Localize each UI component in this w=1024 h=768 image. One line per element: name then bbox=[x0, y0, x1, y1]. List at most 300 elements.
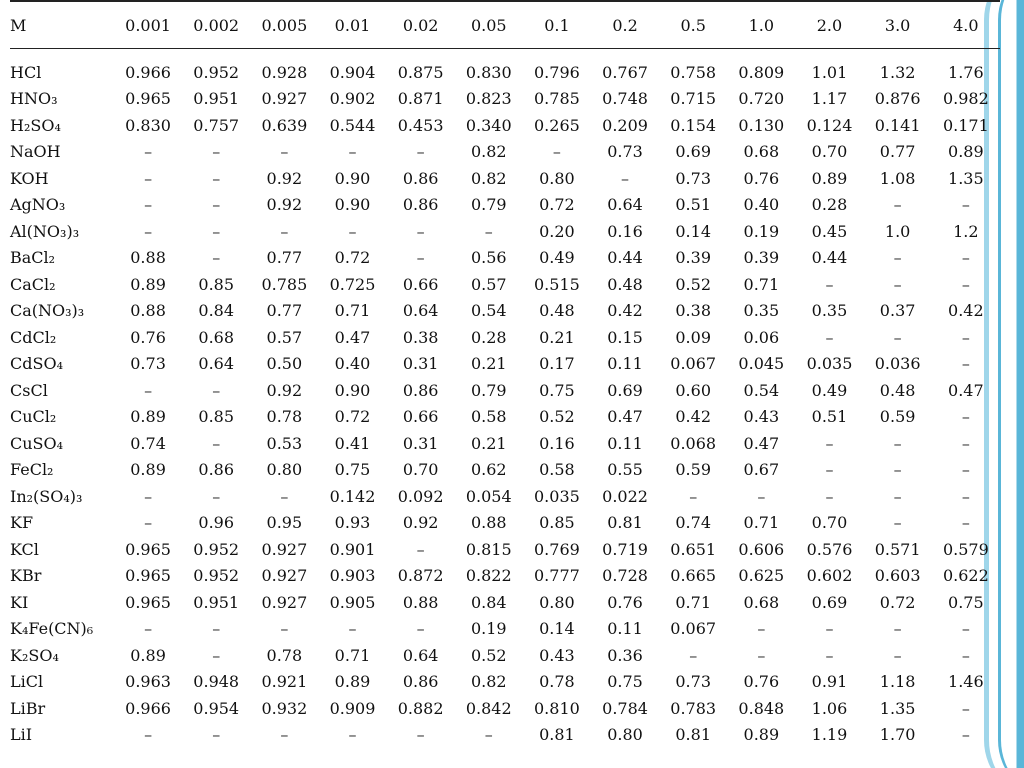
value-cell: – bbox=[689, 645, 698, 665]
value-cell: 1.17 bbox=[811, 89, 848, 109]
value-cell: 0.51 bbox=[675, 195, 711, 215]
column-header-concentration: 2.0 bbox=[795, 1, 863, 49]
value-cell: 0.171 bbox=[942, 115, 989, 135]
value-cell: – bbox=[416, 248, 425, 268]
value-cell: 0.88 bbox=[470, 513, 507, 533]
value-cell: 0.89 bbox=[130, 460, 166, 480]
value-cell: 0.76 bbox=[607, 592, 643, 612]
value-cell: – bbox=[348, 142, 357, 162]
column-header-concentration: 0.05 bbox=[455, 1, 523, 49]
value-cell: 1.18 bbox=[879, 672, 916, 692]
value-cell: – bbox=[961, 407, 970, 427]
value-cell: 0.80 bbox=[539, 168, 575, 188]
value-cell: 0.88 bbox=[130, 301, 166, 321]
column-header-concentration: 0.2 bbox=[591, 1, 659, 49]
value-cell: 0.453 bbox=[397, 115, 444, 135]
value-cell: – bbox=[825, 619, 834, 639]
value-cell: 0.35 bbox=[743, 301, 780, 321]
value-cell: 0.85 bbox=[539, 513, 575, 533]
table-row bbox=[10, 616, 1000, 643]
value-cell: 0.154 bbox=[670, 115, 717, 135]
value-cell: 0.966 bbox=[125, 698, 171, 718]
value-cell: 0.47 bbox=[334, 327, 371, 347]
value-cell: – bbox=[893, 248, 902, 268]
value-cell: 0.67 bbox=[743, 460, 780, 480]
value-cell: – bbox=[212, 433, 221, 453]
value-cell: 0.90 bbox=[334, 195, 371, 215]
value-cell: 0.515 bbox=[534, 274, 580, 294]
decorative-arc-inner bbox=[998, 0, 1024, 768]
column-header-concentration: 0.5 bbox=[659, 1, 727, 49]
value-cell: 0.54 bbox=[470, 301, 507, 321]
value-cell: 0.69 bbox=[675, 142, 711, 162]
value-cell: 0.93 bbox=[334, 513, 371, 533]
value-cell: 0.31 bbox=[402, 433, 439, 453]
value-cell: 0.92 bbox=[266, 195, 303, 215]
value-cell: 0.902 bbox=[329, 89, 376, 109]
value-cell: 0.77 bbox=[266, 301, 303, 321]
value-cell: 0.092 bbox=[397, 486, 444, 506]
value-cell: 0.848 bbox=[738, 698, 785, 718]
value-cell: 0.21 bbox=[539, 327, 575, 347]
value-cell: 0.036 bbox=[874, 354, 921, 374]
value-cell: 0.952 bbox=[193, 539, 240, 559]
value-cell: 0.70 bbox=[811, 513, 848, 533]
value-cell: 0.719 bbox=[602, 539, 648, 559]
value-cell: – bbox=[961, 433, 970, 453]
value-cell: 0.84 bbox=[470, 592, 507, 612]
table-row bbox=[10, 695, 1000, 722]
value-cell: – bbox=[280, 725, 289, 745]
value-cell: – bbox=[144, 168, 153, 188]
value-cell: 0.901 bbox=[329, 539, 376, 559]
table-row bbox=[10, 218, 1000, 245]
value-cell: 0.068 bbox=[670, 433, 717, 453]
value-cell: 0.48 bbox=[879, 380, 916, 400]
value-cell: 0.68 bbox=[198, 327, 235, 347]
table-row bbox=[10, 430, 1000, 457]
value-cell: 0.89 bbox=[948, 142, 984, 162]
value-cell: 0.948 bbox=[193, 672, 240, 692]
header-row bbox=[10, 1, 1000, 49]
value-cell: 0.31 bbox=[402, 354, 439, 374]
value-cell: 0.725 bbox=[329, 274, 376, 294]
value-cell: 0.822 bbox=[465, 566, 512, 586]
value-cell: – bbox=[961, 327, 970, 347]
value-cell: 0.58 bbox=[470, 407, 507, 427]
value-cell: 0.80 bbox=[266, 460, 303, 480]
value-cell: 0.951 bbox=[193, 89, 240, 109]
value-cell: – bbox=[144, 725, 153, 745]
value-cell: 0.965 bbox=[125, 592, 171, 612]
value-cell: 0.40 bbox=[334, 354, 371, 374]
solute-cell: AgNO₃ bbox=[10, 195, 66, 215]
value-cell: 0.89 bbox=[130, 274, 166, 294]
column-header-concentration: 4.0 bbox=[932, 1, 1000, 49]
value-cell: 1.19 bbox=[811, 725, 848, 745]
value-cell: 0.56 bbox=[470, 248, 507, 268]
value-cell: 0.16 bbox=[539, 433, 575, 453]
table-row bbox=[10, 59, 1000, 86]
value-cell: 0.748 bbox=[602, 89, 648, 109]
column-header-concentration: 1.0 bbox=[727, 1, 795, 49]
value-cell: 0.58 bbox=[539, 460, 575, 480]
value-cell: 0.88 bbox=[402, 592, 439, 612]
value-cell: 0.48 bbox=[607, 274, 643, 294]
value-cell: 0.982 bbox=[942, 89, 989, 109]
value-cell: 0.871 bbox=[397, 89, 444, 109]
value-cell: 0.963 bbox=[125, 672, 171, 692]
table-row bbox=[10, 377, 1000, 404]
value-cell: 0.576 bbox=[806, 539, 853, 559]
value-cell: 0.85 bbox=[198, 274, 235, 294]
value-cell: 0.68 bbox=[743, 142, 780, 162]
table-row bbox=[10, 112, 1000, 139]
solute-cell: K₂SO₄ bbox=[10, 645, 59, 665]
value-cell: – bbox=[484, 725, 493, 745]
value-cell: 0.47 bbox=[948, 380, 984, 400]
value-cell: – bbox=[416, 539, 425, 559]
value-cell: 0.82 bbox=[470, 672, 507, 692]
value-cell: – bbox=[416, 619, 425, 639]
value-cell: 0.71 bbox=[334, 645, 371, 665]
value-cell: 0.80 bbox=[539, 592, 575, 612]
solute-cell: Al(NO₃)₃ bbox=[10, 221, 80, 241]
value-cell: 0.70 bbox=[402, 460, 439, 480]
value-cell: – bbox=[348, 619, 357, 639]
value-cell: 0.75 bbox=[334, 460, 371, 480]
table-row bbox=[10, 669, 1000, 696]
value-cell: 0.59 bbox=[879, 407, 916, 427]
value-cell: – bbox=[212, 725, 221, 745]
value-cell: 0.17 bbox=[539, 354, 575, 374]
value-cell: 0.38 bbox=[675, 301, 711, 321]
value-cell: 0.966 bbox=[125, 62, 171, 82]
value-cell: – bbox=[212, 221, 221, 241]
value-cell: – bbox=[212, 619, 221, 639]
table-row bbox=[10, 351, 1000, 378]
column-header-concentration: 0.1 bbox=[523, 1, 591, 49]
value-cell: 0.47 bbox=[607, 407, 643, 427]
value-cell: 0.927 bbox=[261, 566, 308, 586]
value-cell: 0.823 bbox=[465, 89, 512, 109]
value-cell: – bbox=[961, 248, 970, 268]
value-cell: – bbox=[757, 619, 766, 639]
value-cell: 1.2 bbox=[953, 221, 979, 241]
value-cell: 0.79 bbox=[470, 380, 507, 400]
value-cell: 0.928 bbox=[261, 62, 308, 82]
value-cell: 0.43 bbox=[539, 645, 575, 665]
value-cell: 0.96 bbox=[198, 513, 235, 533]
value-cell: 0.37 bbox=[879, 301, 916, 321]
value-cell: 0.11 bbox=[607, 433, 643, 453]
value-cell: 0.47 bbox=[743, 433, 780, 453]
value-cell: 0.71 bbox=[743, 274, 780, 294]
value-cell: 0.55 bbox=[607, 460, 643, 480]
value-cell: 0.86 bbox=[402, 195, 439, 215]
solute-cell: LiI bbox=[10, 725, 33, 745]
value-cell: 0.62 bbox=[470, 460, 507, 480]
table-row bbox=[10, 404, 1000, 431]
value-cell: 0.73 bbox=[607, 142, 643, 162]
value-cell: 0.76 bbox=[743, 168, 780, 188]
value-cell: – bbox=[825, 645, 834, 665]
value-cell: 0.43 bbox=[743, 407, 780, 427]
value-cell: 1.06 bbox=[811, 698, 848, 718]
value-cell: 0.965 bbox=[125, 566, 171, 586]
value-cell: – bbox=[144, 513, 153, 533]
value-cell: 0.785 bbox=[534, 89, 580, 109]
value-cell: 0.932 bbox=[261, 698, 308, 718]
value-cell: 0.952 bbox=[193, 62, 240, 82]
value-cell: 0.769 bbox=[534, 539, 580, 559]
solute-cell: CaCl₂ bbox=[10, 274, 56, 294]
value-cell: 0.74 bbox=[130, 433, 166, 453]
value-cell: – bbox=[280, 221, 289, 241]
column-header-concentration: 0.02 bbox=[387, 1, 455, 49]
value-cell: 0.606 bbox=[738, 539, 785, 559]
value-cell: 0.625 bbox=[738, 566, 785, 586]
value-cell: 0.810 bbox=[534, 698, 580, 718]
value-cell: 1.01 bbox=[811, 62, 848, 82]
table-row bbox=[10, 165, 1000, 192]
solute-cell: KI bbox=[10, 592, 29, 612]
value-cell: 0.86 bbox=[402, 168, 439, 188]
value-cell: 0.141 bbox=[874, 115, 921, 135]
table-row bbox=[10, 298, 1000, 325]
value-cell: 1.32 bbox=[879, 62, 916, 82]
value-cell: 0.86 bbox=[402, 380, 439, 400]
column-header-concentration: 0.005 bbox=[250, 1, 318, 49]
value-cell: 0.73 bbox=[675, 672, 711, 692]
value-cell: – bbox=[280, 142, 289, 162]
solute-cell: CuCl₂ bbox=[10, 407, 57, 427]
value-cell: 0.64 bbox=[607, 195, 643, 215]
value-cell: 0.872 bbox=[397, 566, 444, 586]
value-cell: 0.35 bbox=[811, 301, 848, 321]
value-cell: 0.720 bbox=[738, 89, 785, 109]
value-cell: 0.88 bbox=[130, 248, 166, 268]
value-cell: 0.52 bbox=[675, 274, 711, 294]
solute-cell: K₄Fe(CN)₆ bbox=[10, 619, 94, 639]
value-cell: 0.76 bbox=[130, 327, 166, 347]
value-cell: 0.28 bbox=[811, 195, 848, 215]
table-row bbox=[10, 483, 1000, 510]
solute-cell: CuSO₄ bbox=[10, 433, 64, 453]
table-row bbox=[10, 510, 1000, 537]
value-cell: 0.89 bbox=[130, 645, 166, 665]
value-cell: – bbox=[893, 433, 902, 453]
table-header bbox=[10, 1, 1000, 49]
value-cell: – bbox=[280, 619, 289, 639]
table-row bbox=[10, 642, 1000, 669]
value-cell: 1.08 bbox=[879, 168, 916, 188]
solute-cell: FeCl₂ bbox=[10, 460, 54, 480]
value-cell: 0.79 bbox=[470, 195, 507, 215]
value-cell: – bbox=[825, 327, 834, 347]
value-cell: 0.142 bbox=[329, 486, 376, 506]
value-cell: 0.44 bbox=[811, 248, 848, 268]
value-cell: 0.28 bbox=[470, 327, 507, 347]
value-cell: 0.265 bbox=[534, 115, 580, 135]
value-cell: 0.78 bbox=[266, 645, 303, 665]
value-cell: 0.75 bbox=[948, 592, 984, 612]
value-cell: 0.51 bbox=[811, 407, 848, 427]
value-cell: 0.544 bbox=[329, 115, 376, 135]
value-cell: 0.80 bbox=[607, 725, 643, 745]
value-cell: 1.35 bbox=[948, 168, 984, 188]
value-cell: 0.952 bbox=[193, 566, 240, 586]
value-cell: 0.11 bbox=[607, 354, 643, 374]
value-cell: 0.53 bbox=[266, 433, 303, 453]
value-cell: – bbox=[757, 645, 766, 665]
value-cell: 0.09 bbox=[675, 327, 711, 347]
value-cell: 0.035 bbox=[806, 354, 853, 374]
value-cell: – bbox=[280, 486, 289, 506]
value-cell: 0.66 bbox=[402, 274, 439, 294]
value-cell: – bbox=[893, 460, 902, 480]
value-cell: 0.50 bbox=[266, 354, 303, 374]
value-cell: 0.11 bbox=[607, 619, 643, 639]
column-header-m: M bbox=[10, 1, 114, 49]
value-cell: 0.651 bbox=[670, 539, 717, 559]
value-cell: 0.71 bbox=[334, 301, 371, 321]
value-cell: 0.14 bbox=[675, 221, 711, 241]
value-cell: 0.90 bbox=[334, 380, 371, 400]
value-cell: 0.45 bbox=[811, 221, 848, 241]
column-header-concentration: 0.002 bbox=[182, 1, 250, 49]
value-cell: – bbox=[144, 619, 153, 639]
value-cell: – bbox=[416, 221, 425, 241]
solute-cell: KBr bbox=[10, 566, 42, 586]
value-cell: 0.602 bbox=[806, 566, 853, 586]
table-row bbox=[10, 536, 1000, 563]
value-cell: – bbox=[825, 433, 834, 453]
value-cell: 0.57 bbox=[266, 327, 303, 347]
value-cell: 0.84 bbox=[198, 301, 235, 321]
value-cell: 0.81 bbox=[607, 513, 643, 533]
value-cell: 0.69 bbox=[811, 592, 848, 612]
value-cell: – bbox=[893, 274, 902, 294]
value-cell: 0.78 bbox=[539, 672, 575, 692]
value-cell: 0.68 bbox=[743, 592, 780, 612]
value-cell: 0.82 bbox=[470, 168, 507, 188]
value-cell: 0.14 bbox=[539, 619, 575, 639]
value-cell: 0.067 bbox=[670, 619, 717, 639]
value-cell: 0.903 bbox=[329, 566, 376, 586]
value-cell: – bbox=[961, 725, 970, 745]
value-cell: 0.875 bbox=[397, 62, 444, 82]
solute-cell: CdSO₄ bbox=[10, 354, 63, 374]
value-cell: 0.842 bbox=[465, 698, 512, 718]
table-row bbox=[10, 245, 1000, 272]
value-cell: 0.89 bbox=[743, 725, 780, 745]
column-header-concentration: 0.001 bbox=[114, 1, 182, 49]
value-cell: – bbox=[825, 460, 834, 480]
value-cell: 0.876 bbox=[874, 89, 921, 109]
solute-cell: KCl bbox=[10, 539, 39, 559]
solute-cell: BaCl₂ bbox=[10, 248, 56, 268]
table-body bbox=[10, 49, 1000, 749]
value-cell: 0.927 bbox=[261, 89, 308, 109]
value-cell: 0.73 bbox=[130, 354, 166, 374]
value-cell: 0.86 bbox=[198, 460, 235, 480]
value-cell: 0.52 bbox=[470, 645, 507, 665]
value-cell: – bbox=[961, 645, 970, 665]
value-cell: – bbox=[348, 725, 357, 745]
header-spacer bbox=[10, 49, 1000, 60]
value-cell: 0.38 bbox=[402, 327, 439, 347]
value-cell: 0.36 bbox=[607, 645, 643, 665]
value-cell: 0.15 bbox=[607, 327, 643, 347]
value-cell: – bbox=[825, 274, 834, 294]
value-cell: 0.71 bbox=[675, 592, 711, 612]
value-cell: 0.66 bbox=[402, 407, 439, 427]
value-cell: 0.59 bbox=[675, 460, 711, 480]
value-cell: – bbox=[961, 354, 970, 374]
value-cell: – bbox=[961, 619, 970, 639]
value-cell: 0.39 bbox=[675, 248, 711, 268]
value-cell: 0.73 bbox=[675, 168, 711, 188]
value-cell: 0.71 bbox=[743, 513, 780, 533]
value-cell: – bbox=[825, 486, 834, 506]
value-cell: 0.951 bbox=[193, 592, 240, 612]
value-cell: – bbox=[961, 274, 970, 294]
value-cell: – bbox=[212, 645, 221, 665]
activity-coefficient-table-container bbox=[10, 0, 1000, 768]
value-cell: 0.64 bbox=[402, 301, 439, 321]
value-cell: 0.92 bbox=[402, 513, 439, 533]
value-cell: 0.49 bbox=[539, 248, 575, 268]
value-cell: 0.909 bbox=[329, 698, 376, 718]
value-cell: – bbox=[893, 195, 902, 215]
value-cell: 0.571 bbox=[874, 539, 921, 559]
value-cell: 0.927 bbox=[261, 539, 308, 559]
value-cell: – bbox=[484, 221, 493, 241]
value-cell: 0.921 bbox=[261, 672, 308, 692]
value-cell: 0.665 bbox=[670, 566, 717, 586]
value-cell: – bbox=[212, 168, 221, 188]
solute-cell: NaOH bbox=[10, 142, 61, 162]
solute-cell: HNO₃ bbox=[10, 89, 58, 109]
value-cell: 0.41 bbox=[334, 433, 371, 453]
value-cell: 0.209 bbox=[602, 115, 648, 135]
value-cell: 0.60 bbox=[675, 380, 711, 400]
value-cell: 0.72 bbox=[879, 592, 916, 612]
value-cell: 0.954 bbox=[193, 698, 240, 718]
value-cell: 0.130 bbox=[738, 115, 785, 135]
value-cell: 0.81 bbox=[675, 725, 711, 745]
table-row bbox=[10, 563, 1000, 590]
value-cell: – bbox=[144, 380, 153, 400]
value-cell: 0.42 bbox=[675, 407, 711, 427]
value-cell: – bbox=[212, 195, 221, 215]
value-cell: – bbox=[893, 645, 902, 665]
value-cell: 0.40 bbox=[743, 195, 780, 215]
value-cell: 0.905 bbox=[329, 592, 376, 612]
value-cell: 0.783 bbox=[670, 698, 717, 718]
value-cell: 0.44 bbox=[607, 248, 643, 268]
value-cell: 0.78 bbox=[266, 407, 303, 427]
value-cell: 0.92 bbox=[266, 380, 303, 400]
value-cell: 0.21 bbox=[470, 433, 507, 453]
value-cell: – bbox=[144, 195, 153, 215]
value-cell: 0.77 bbox=[266, 248, 303, 268]
value-cell: 0.830 bbox=[465, 62, 512, 82]
value-cell: 0.830 bbox=[125, 115, 171, 135]
value-cell: – bbox=[144, 221, 153, 241]
solute-cell: KF bbox=[10, 513, 34, 533]
